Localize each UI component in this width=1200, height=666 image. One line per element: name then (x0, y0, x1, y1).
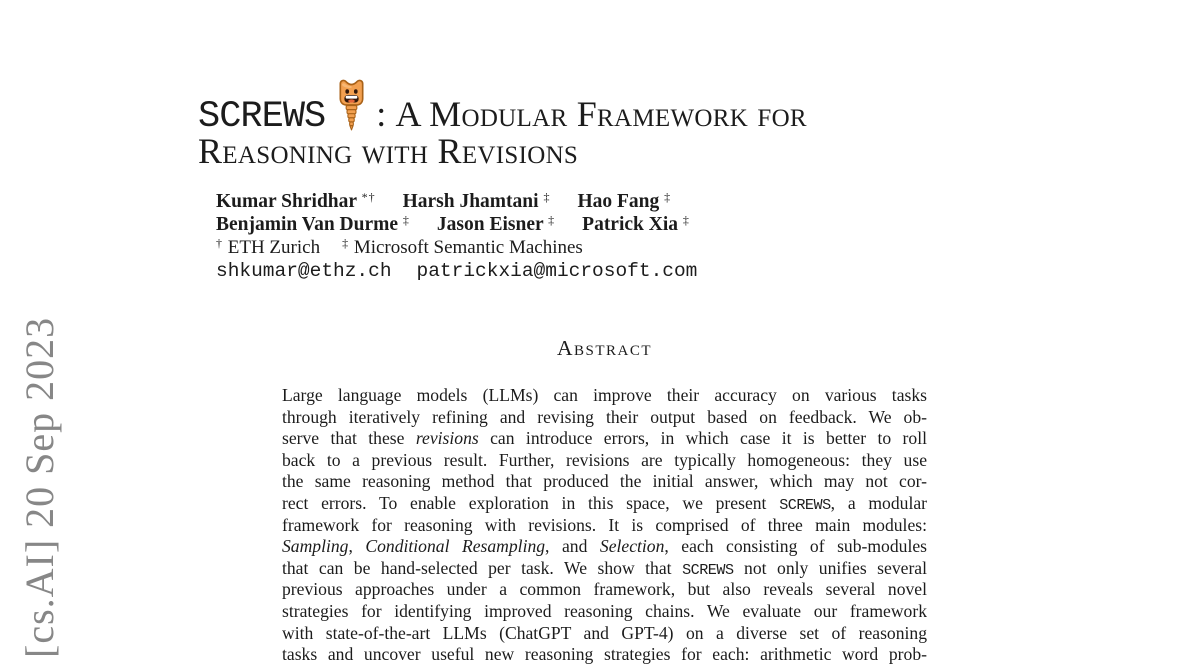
affiliation: † ETH Zurich (216, 236, 321, 258)
author-name: Jason Eisner ‡ (436, 213, 556, 235)
affiliation-symbol: † (216, 236, 223, 250)
screws-wordmark: SCREWS (198, 96, 326, 138)
author-name: Hao Fang ‡ (577, 190, 672, 212)
title-line-2: Reasoning with Revisions (198, 131, 579, 171)
abstract-line (282, 493, 927, 515)
title-colon: : (376, 94, 387, 134)
abstract-text-segment: with state-of-the-art LLMs (ChatGPT and GPT-4) on a diverse set of reasoning (282, 622, 927, 643)
abstract-text-segment: that can be hand-selected per task. We show that (282, 557, 683, 578)
author-footnote-symbol: ‡ (548, 213, 556, 227)
abstract-line (282, 623, 927, 645)
abstract-text-segment: Sampling (282, 536, 349, 557)
abstract-text-segment: strategies for identifying improved reasoning chains. We evaluate our framework (282, 600, 927, 621)
abstract-line (282, 407, 927, 429)
email-address: shkumar@ethz.ch (216, 260, 392, 282)
email-address: patrickxia@microsoft.com (416, 260, 698, 282)
abstract-line (282, 536, 927, 558)
abstract-text-segment: , a modular (830, 492, 927, 513)
abstract-text-segment: framework for reasoning with revisions. It is comprised of three main modules: (282, 514, 927, 535)
affiliations-line (216, 236, 717, 259)
abstract-line (282, 644, 927, 666)
abstract-text-segment: Large language models (LLMs) can improve their accuracy on various tasks (282, 385, 927, 405)
author-footnote-symbol: ‡ (682, 213, 690, 227)
abstract-text-segment: back to a previous result. Further, revisions are typically homogeneous: they use (282, 449, 927, 470)
abstract-body (282, 385, 927, 666)
screw-emoji-icon (334, 78, 369, 132)
abstract-text-segment: the same reasoning method that produced the initial answer, which may not cor- (282, 471, 927, 492)
author-name: Patrick Xia ‡ (582, 213, 690, 235)
abstract-text-segment: previous approaches under a common framework, but also reveals several novel (282, 579, 927, 600)
author-name: Harsh Jhamtani ‡ (402, 190, 551, 212)
abstract-text-segment: can introduce errors, in which case it is better to roll (478, 428, 927, 449)
abstract-text-segment: , and (545, 536, 600, 557)
affiliation: ‡ Microsoft Semantic Machines (342, 236, 583, 258)
abstract-line (282, 515, 927, 537)
author-footnote-symbol: ‡ (543, 190, 551, 204)
abstract-line (282, 579, 927, 601)
abstract-line (282, 428, 927, 450)
author-name: Kumar Shridhar *† (216, 190, 376, 212)
abstract-line (282, 558, 927, 580)
paper-title (198, 78, 807, 171)
title-line-1 (198, 78, 807, 138)
abstract-text-segment: rect errors. To enable exploration in this space, we present (282, 492, 780, 513)
screws-inline-wordmark: SCREWS (779, 495, 831, 514)
abstract-text-segment: , each consisting of sub-modules (664, 536, 927, 557)
abstract-text-segment: revisions (415, 428, 479, 449)
author-footnote-symbol: ‡ (664, 190, 672, 204)
author-footnote-symbol: *† (361, 190, 376, 204)
affiliation-symbol: ‡ (342, 236, 350, 250)
abstract-line (282, 471, 927, 493)
abstract-line (282, 450, 927, 472)
author-name: Benjamin Van Durme ‡ (216, 213, 410, 235)
abstract-text-segment: through iteratively refining and revising their output based on feedback. We ob- (282, 406, 927, 427)
authors-block (216, 190, 717, 283)
screws-inline-wordmark: SCREWS (682, 560, 734, 579)
abstract-text-segment: tasks and uncover useful new reasoning strategies for each: arithmetic word prob- (282, 644, 927, 665)
arxiv-watermark: [cs.AI] 20 Sep 2023 (17, 316, 62, 658)
abstract-text-segment: Selection (599, 536, 665, 557)
abstract-line (282, 601, 927, 623)
emails-line (216, 260, 717, 283)
abstract-heading: Abstract (556, 336, 653, 360)
abstract-text-segment: Conditional Resampling (365, 536, 546, 557)
author-row (216, 213, 717, 236)
author-rows (216, 190, 717, 236)
abstract-text-segment: serve that these (282, 428, 416, 449)
abstract-text-segment: not only unifies several (733, 557, 927, 578)
title-line-1-text: A Modular Framework for (395, 94, 807, 134)
abstract-text-segment: , (348, 536, 366, 557)
abstract-line (282, 385, 927, 407)
author-footnote-symbol: ‡ (402, 213, 410, 227)
author-row (216, 190, 717, 213)
